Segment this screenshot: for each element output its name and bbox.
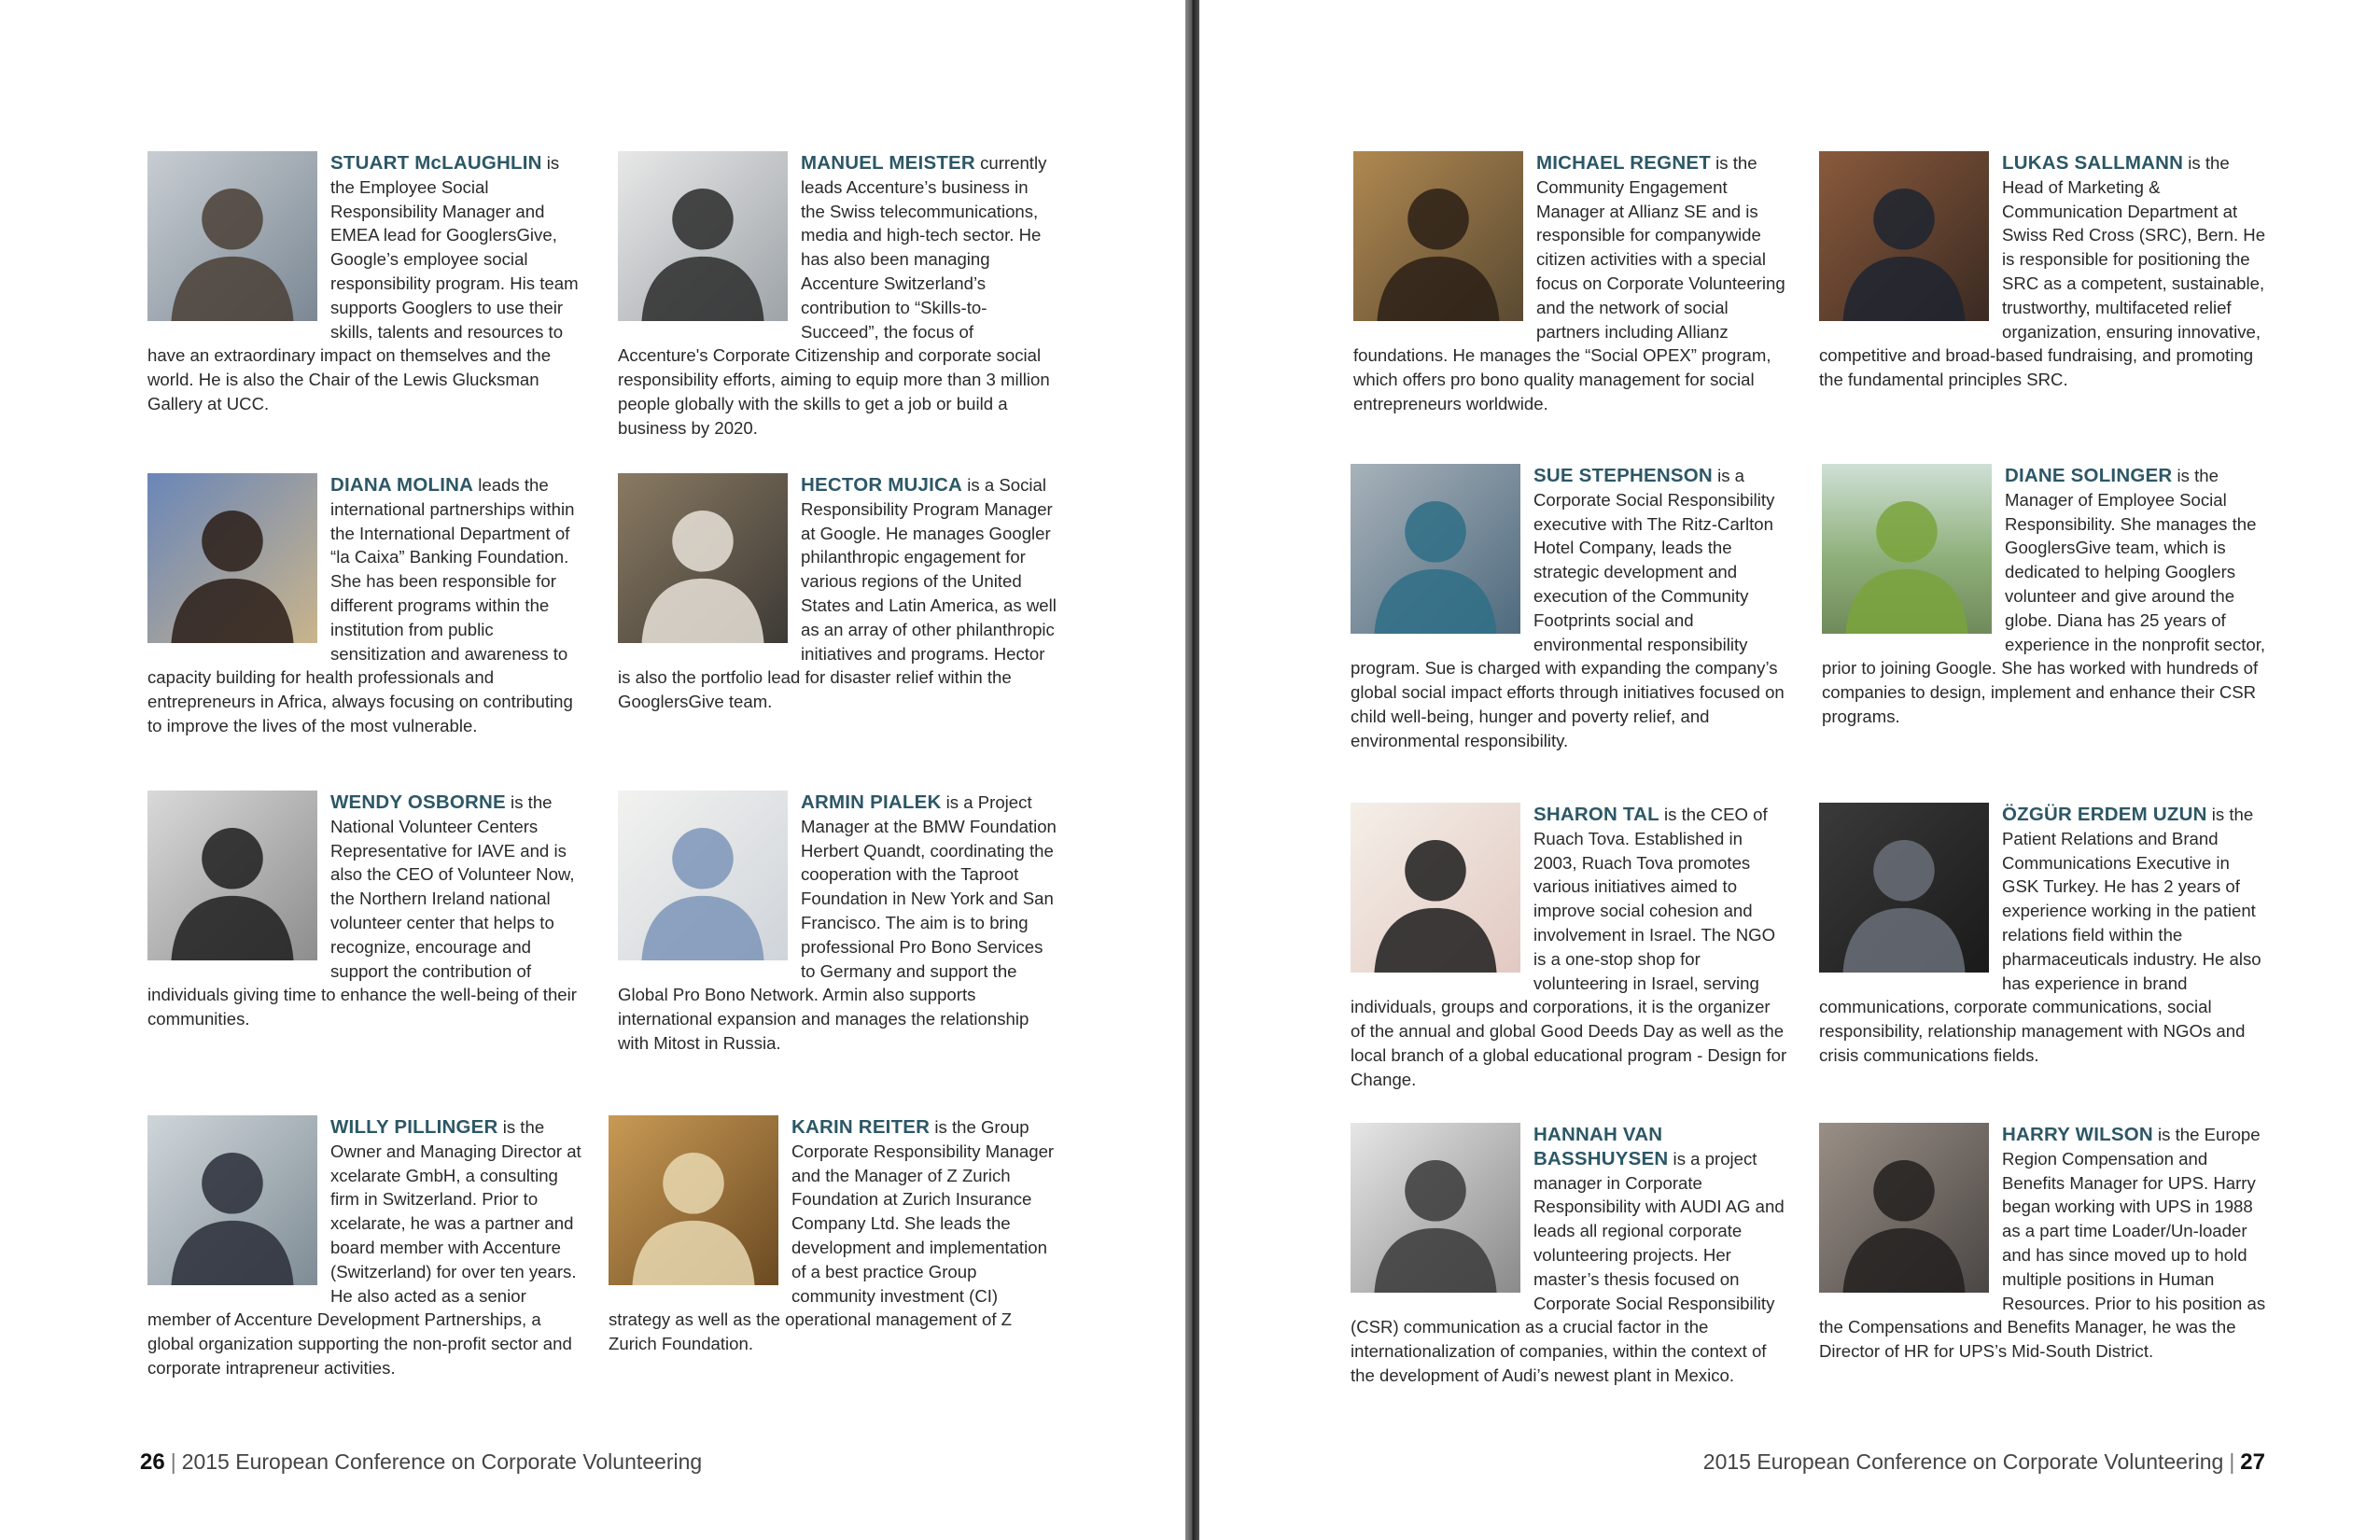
portrait-photo (609, 1115, 778, 1285)
bio-name: SHARON TAL (1533, 804, 1659, 825)
portrait-photo (618, 791, 788, 960)
bio-text: leads the international partnerships within the International Department of “la Caixa” Banking Foundation. She has been responsible for different programs within the institution from public sensitization and awareness to capacity building for health professionals and entrepreneurs in Africa, always focusing on contributing to improve the lives of the most vulnerable. (147, 475, 575, 735)
page-26 (0, 0, 1185, 1540)
portrait-photo (1819, 1123, 1989, 1293)
bio-name: DIANE SOLINGER (2005, 465, 2173, 486)
page-number: 27 (2240, 1449, 2265, 1475)
bio-text: is a Project Manager at the BMW Foundation Herbert Quandt, coordinating the cooperation with the Taproot Foundation in New York and San Francisco. The aim is to bring professional Pro Bono Services to Germany and support the Global Pro Bono Network. Armin also supports international expansion and manages the relationship with Mitost in Russia. (618, 792, 1057, 1053)
portrait-photo (147, 151, 317, 321)
bio-michael-regnet (1353, 151, 1787, 416)
bio-text: is the Head of Marketing & Communication Department at Swiss Red Cross (SRC), Bern. He is responsible for positioning the SRC as a competent, sustainable, trustworthy, multifaceted relief organization, ensuring innovative, competitive and broad-based fundraising, and promoting the fundamental principles SRC. (1819, 153, 2266, 390)
bio-wendy-osborne (147, 791, 586, 1031)
bio-text: is the Manager of Employee Social Responsibility. She manages the GooglersGive team, which is dedicated to helping Googlers volunteer and give around the globe. Diana has 25 years of experience in the nonprofit sector, prior to joining Google. She has worked with hundreds of companies to design, implement and enhance their CSR programs. (1822, 466, 2266, 726)
page-footer (1703, 1449, 2265, 1476)
bio-harry-wilson (1819, 1123, 2267, 1364)
portrait-photo (147, 473, 317, 643)
portrait-photo (1351, 1123, 1520, 1293)
page-footer (140, 1449, 702, 1476)
footer-separator: | (2229, 1449, 2235, 1474)
portrait-photo (1353, 151, 1523, 321)
bio-name: LUKAS SALLMANN (2002, 152, 2184, 174)
bio-name: SUE STEPHENSON (1533, 465, 1713, 486)
bio-diane-solinger (1822, 464, 2267, 729)
footer-separator: | (170, 1449, 176, 1474)
portrait-photo (618, 473, 788, 643)
bio-text: currently leads Accenture’s business in the Swiss telecommunications, media and high-tech sector. He has also been managing Accenture Switzerland’s contribution to “Skills-to-Succeed”, the focus of Accenture's Corporate Citizenship and corporate social responsibility efforts, aiming to equip more than 3 million people globally with the skills to get a job or build a business by 2020. (618, 153, 1050, 438)
bio-text: is the Group Corporate Responsibility Manager and the Manager of Z Zurich Foundation at Zurich Insurance Company Ltd. She leads the development and implementation of a best practice Group community investment (CI) strategy as well as the operational management of Z Zurich Foundation. (609, 1117, 1055, 1354)
bio-ozgur-erdem-uzun (1819, 803, 2267, 1068)
bio-name: HECTOR MUJICA (801, 474, 963, 496)
bio-name: HANNAH VAN BASSHUYSEN (1533, 1124, 1669, 1169)
bio-text: is the Community Engagement Manager at Allianz SE and is responsible for companywide citizen activities with a special focus on Corporate Volunteering and the network of social partners including Allianz foundations. He manages the “Social OPEX” program, which offers pro bono quality management for social entrepreneurs worldwide. (1353, 153, 1785, 413)
page-27 (1199, 0, 2380, 1540)
portrait-photo (1819, 151, 1989, 321)
bio-name: STUART McLAUGHLIN (330, 152, 542, 174)
page-number: 26 (140, 1449, 165, 1475)
bio-text: is the Patient Relations and Brand Communications Executive in GSK Turkey. He has 2 years of experience working in the patient relations field within the pharmaceuticals industry. He also has experience in brand communications, corporate communications, social responsibility, relationship management with NGOs and crisis communications fields. (1819, 805, 2261, 1065)
portrait-photo (1819, 803, 1989, 973)
bio-karin-reiter (609, 1115, 1057, 1356)
portrait-photo (147, 1115, 317, 1285)
bio-text: is the CEO of Ruach Tova. Established in 2003, Ruach Tova promotes various initiatives aimed to improve social cohesion and involvement in Israel. The NGO is a one-stop shop for volunteering in Israel, serving individuals, groups and corporations, it is the organizer of the annual and global Good Deeds Day as well as the local branch of a global educational program - Design for Change. (1351, 805, 1787, 1089)
bio-text: is a Corporate Social Responsibility executive with The Ritz-Carlton Hotel Company, leads the strategic development and execution of the Community Footprints social and environmental responsibility program. Sue is charged with expanding the company’s global social impact efforts through initiatives focused on child well-being, hunger and poverty relief, and environmental responsibility. (1351, 466, 1785, 750)
bio-name: ARMIN PIALEK (801, 791, 942, 813)
portrait-photo (1822, 464, 1992, 634)
footer-title: 2015 European Conference on Corporate Volunteering (181, 1449, 703, 1474)
bio-name: HARRY WILSON (2002, 1124, 2153, 1145)
bio-sharon-tal (1351, 803, 1789, 1092)
bio-name: MICHAEL REGNET (1536, 152, 1711, 174)
bio-name: ÖZGÜR ERDEM UZUN (2002, 804, 2207, 825)
bio-manuel-meister (618, 151, 1057, 441)
portrait-photo (1351, 464, 1520, 634)
bio-name: KARIN REITER (791, 1116, 931, 1138)
bio-name: WILLY PILLINGER (330, 1116, 498, 1138)
bio-lukas-sallmann (1819, 151, 2267, 392)
bio-diana-molina (147, 473, 586, 738)
bio-text: is the Employee Social Responsibility Manager and EMEA lead for GooglersGive, Google’s employee social responsibility program. His team supports Googlers to use their skills, talents and resources to have an extraordinary impact on themselves and the world. He is also the Chair of the Lewis Glucksman Gallery at UCC. (147, 153, 579, 413)
bio-armin-pialek (618, 791, 1057, 1056)
bio-stuart-mclaughlin (147, 151, 586, 416)
bio-text: is a Social Responsibility Program Manager at Google. He manages Googler philanthropic engagement for various regions of the United States and Latin America, as well as an array of other philanthropic initiatives and programs. Hector is also the portfolio lead for disaster relief within the GooglersGive team. (618, 475, 1057, 712)
bio-willy-pillinger (147, 1115, 586, 1380)
bio-text: is the Owner and Managing Director at xcelarate GmbH, a consulting firm in Switzerland. Prior to xcelarate, he was a partner and board member with Accenture (Switzerland) for over ten years. He also acted as a senior member of Accenture Development Partnerships, a global organization supporting the non-profit sector and corporate intrapreneur activities. (147, 1117, 581, 1378)
bio-name: DIANA MOLINA (330, 474, 474, 496)
portrait-photo (618, 151, 788, 321)
portrait-photo (1351, 803, 1520, 973)
bio-name: WENDY OSBORNE (330, 791, 506, 813)
bio-hector-mujica (618, 473, 1057, 714)
bio-text: is a project manager in Corporate Responsibility with AUDI AG and leads all regional corporate volunteering projects. Her master’s thesis focused on Corporate Social Responsibility (CSR) communication as a crucial factor in the internationalization of companies, within the context of the development of Audi’s newest plant in Mexico. (1351, 1148, 1785, 1385)
footer-title: 2015 European Conference on Corporate Volunteering (1702, 1449, 2224, 1474)
bio-text: is the National Volunteer Centers Representative for IAVE and is also the CEO of Volunteer Now, the Northern Ireland national volunteer center that helps to recognize, encourage and support the contribution of individuals giving time to enhance the well-being of their communities. (147, 792, 577, 1029)
portrait-photo (147, 791, 317, 960)
book-spine (1185, 0, 1199, 1540)
bio-hannah-van-basshuysen (1351, 1123, 1789, 1388)
bio-name: MANUEL MEISTER (801, 152, 975, 174)
bio-sue-stephenson (1351, 464, 1789, 753)
bio-text: is the Europe Region Compensation and Benefits Manager for UPS. Harry began working with UPS in 1988 as a part time Loader/Un-loader and has since moved up to hold multiple positions in Human Resources. Prior to his position as the Compensations and Benefits Manager, he was the Director of HR for UPS’s Mid-South District. (1819, 1125, 2266, 1362)
